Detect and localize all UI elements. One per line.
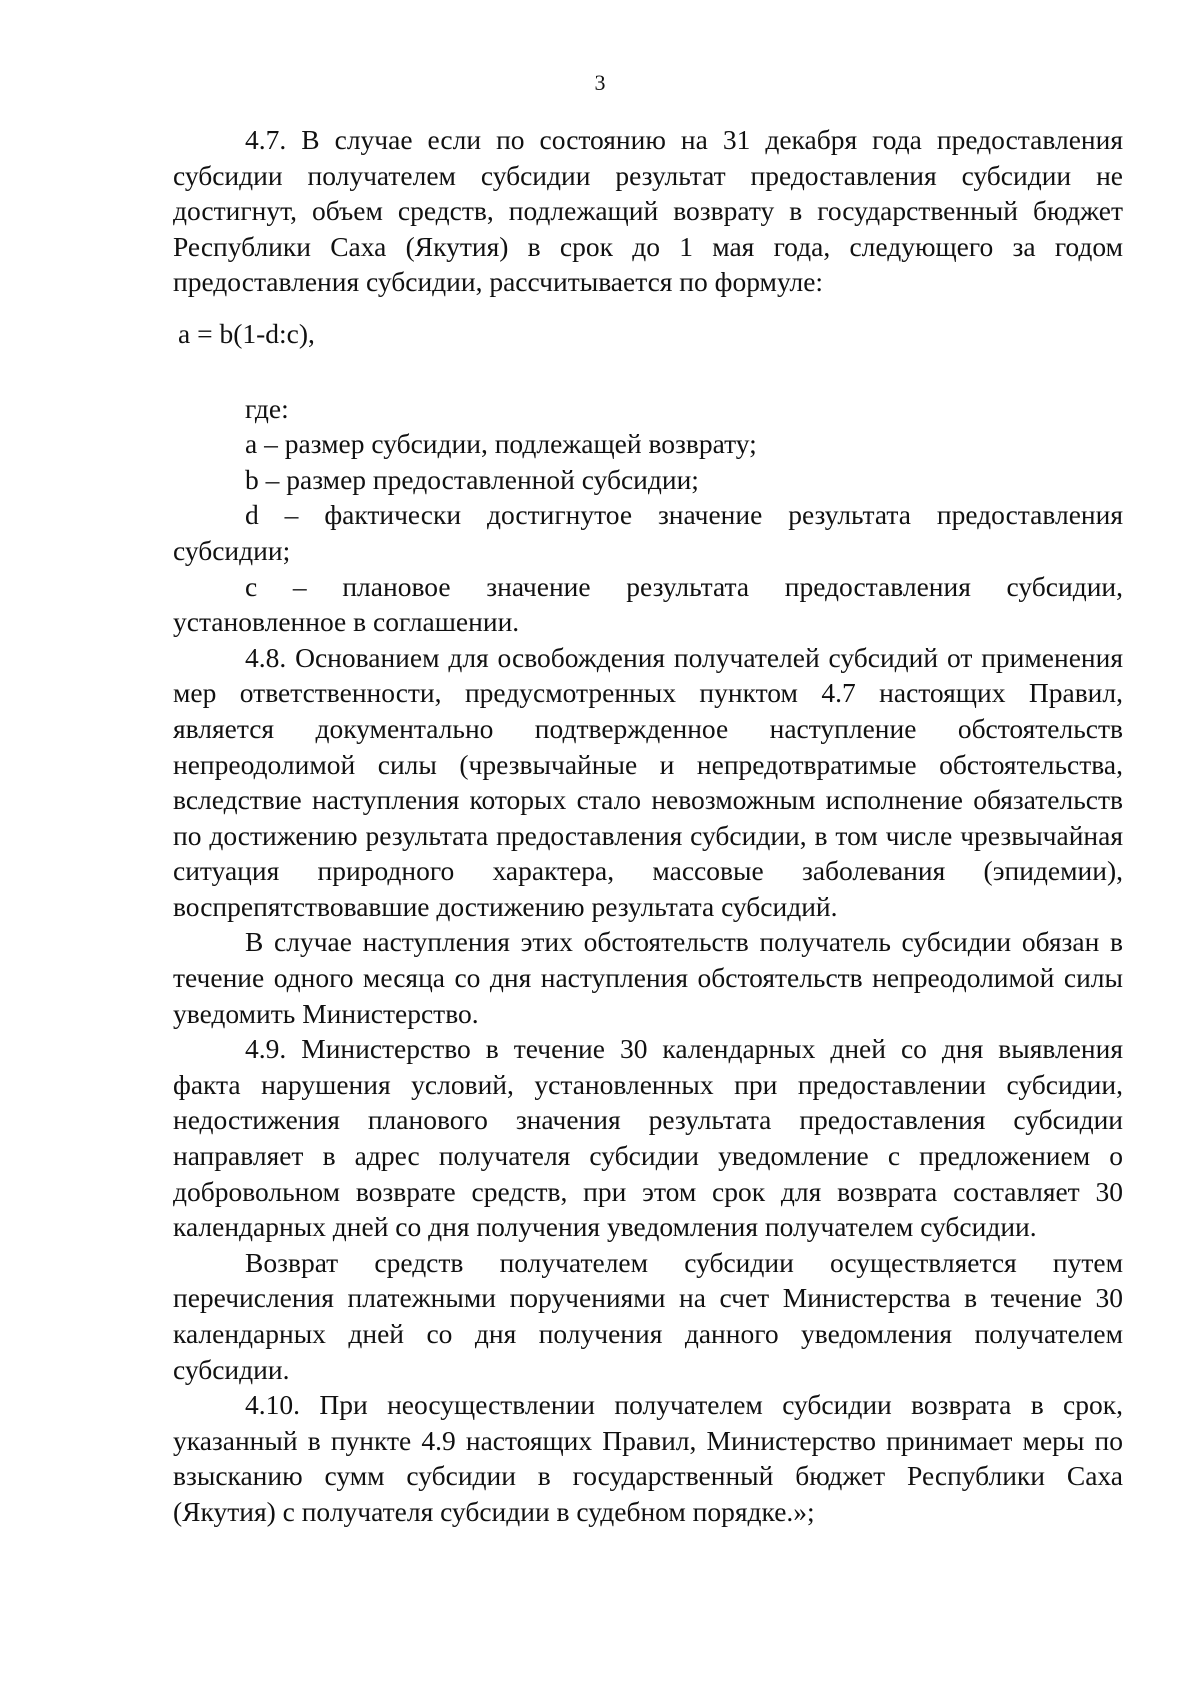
paragraph-4-8-continuation: В случае наступления этих обстоятельств получатель субсидии обязан в течение одного месяца со дня наступления обстоятельств непреодолимой силы уведомить Министерство. <box>173 926 1123 1029</box>
definition-a: a – размер субсидии, подлежащей возврату; <box>245 428 757 460</box>
paragraph-4-7: 4.7. В случае если по состоянию на 31 декабря года предоставления субсидии получателем субсидии результат предоставления субсидии не достигнут, объем средств, подлежащий возврату в государственный бюджет Республики Саха (Якутия) в срок до 1 мая года, следующего за годом предоставления субсидии, рассчитывается по формуле: <box>173 124 1123 298</box>
definition-c: c – плановое значение результата предоставления субсидии, установленное в соглашении. <box>173 570 1123 638</box>
definition-d: d – фактически достигнутое значение результата предоставления субсидии; <box>173 499 1123 566</box>
definition-b: b – размер предоставленной субсидии; <box>245 463 699 495</box>
page-number: 3 <box>594 70 606 95</box>
formula: a = b(1-d:c), <box>178 317 315 349</box>
paragraph-4-9-continuation: Возврат средств получателем субсидии осуществляется путем перечисления платежными поручениями на счет Министерства в течение 30 календарных дней со дня получения данного уведомления получателем субсидии. <box>173 1246 1123 1385</box>
where-label: где: <box>245 392 289 424</box>
paragraph-4-10: 4.10. При неосуществлении получателем субсидии возврата в срок, указанный в пункте 4.9 настоящих Правил, Министерство принимает меры по взысканию сумм субсидии в государственный бюджет Республики Саха (Якутия) с получателя субсидии в судебном порядке.»; <box>173 1389 1123 1527</box>
document-body <box>173 122 1123 1530</box>
paragraph-4-9: 4.9. Министерство в течение 30 календарных дней со дня выявления факта нарушения условий, установленных при предоставлении субсидии, недостижения планового значения результата предоставления субсидии направляет в адрес получателя субсидии уведомление с предложением о добровольном возврате средств, при этом срок для возврата составляет 30 календарных дней со дня получения уведомления получателем субсидии. <box>173 1033 1123 1243</box>
paragraph-4-8: 4.8. Основанием для освобождения получателей субсидий от применения мер ответственности, предусмотренных пунктом 4.7 настоящих Правил, является документально подтвержденное наступление обстоятельств непреодолимой силы (чрезвычайные и непредотвратимые обстоятельства, вследствие наступления которых стало невозможным исполнение обязательств по достижению результата предоставления субсидии, в том числе чрезвычайная ситуация природного характера, массовые заболевания (эпидемии), воспрепятствовавшие достижению результата субсидий. <box>173 641 1123 922</box>
